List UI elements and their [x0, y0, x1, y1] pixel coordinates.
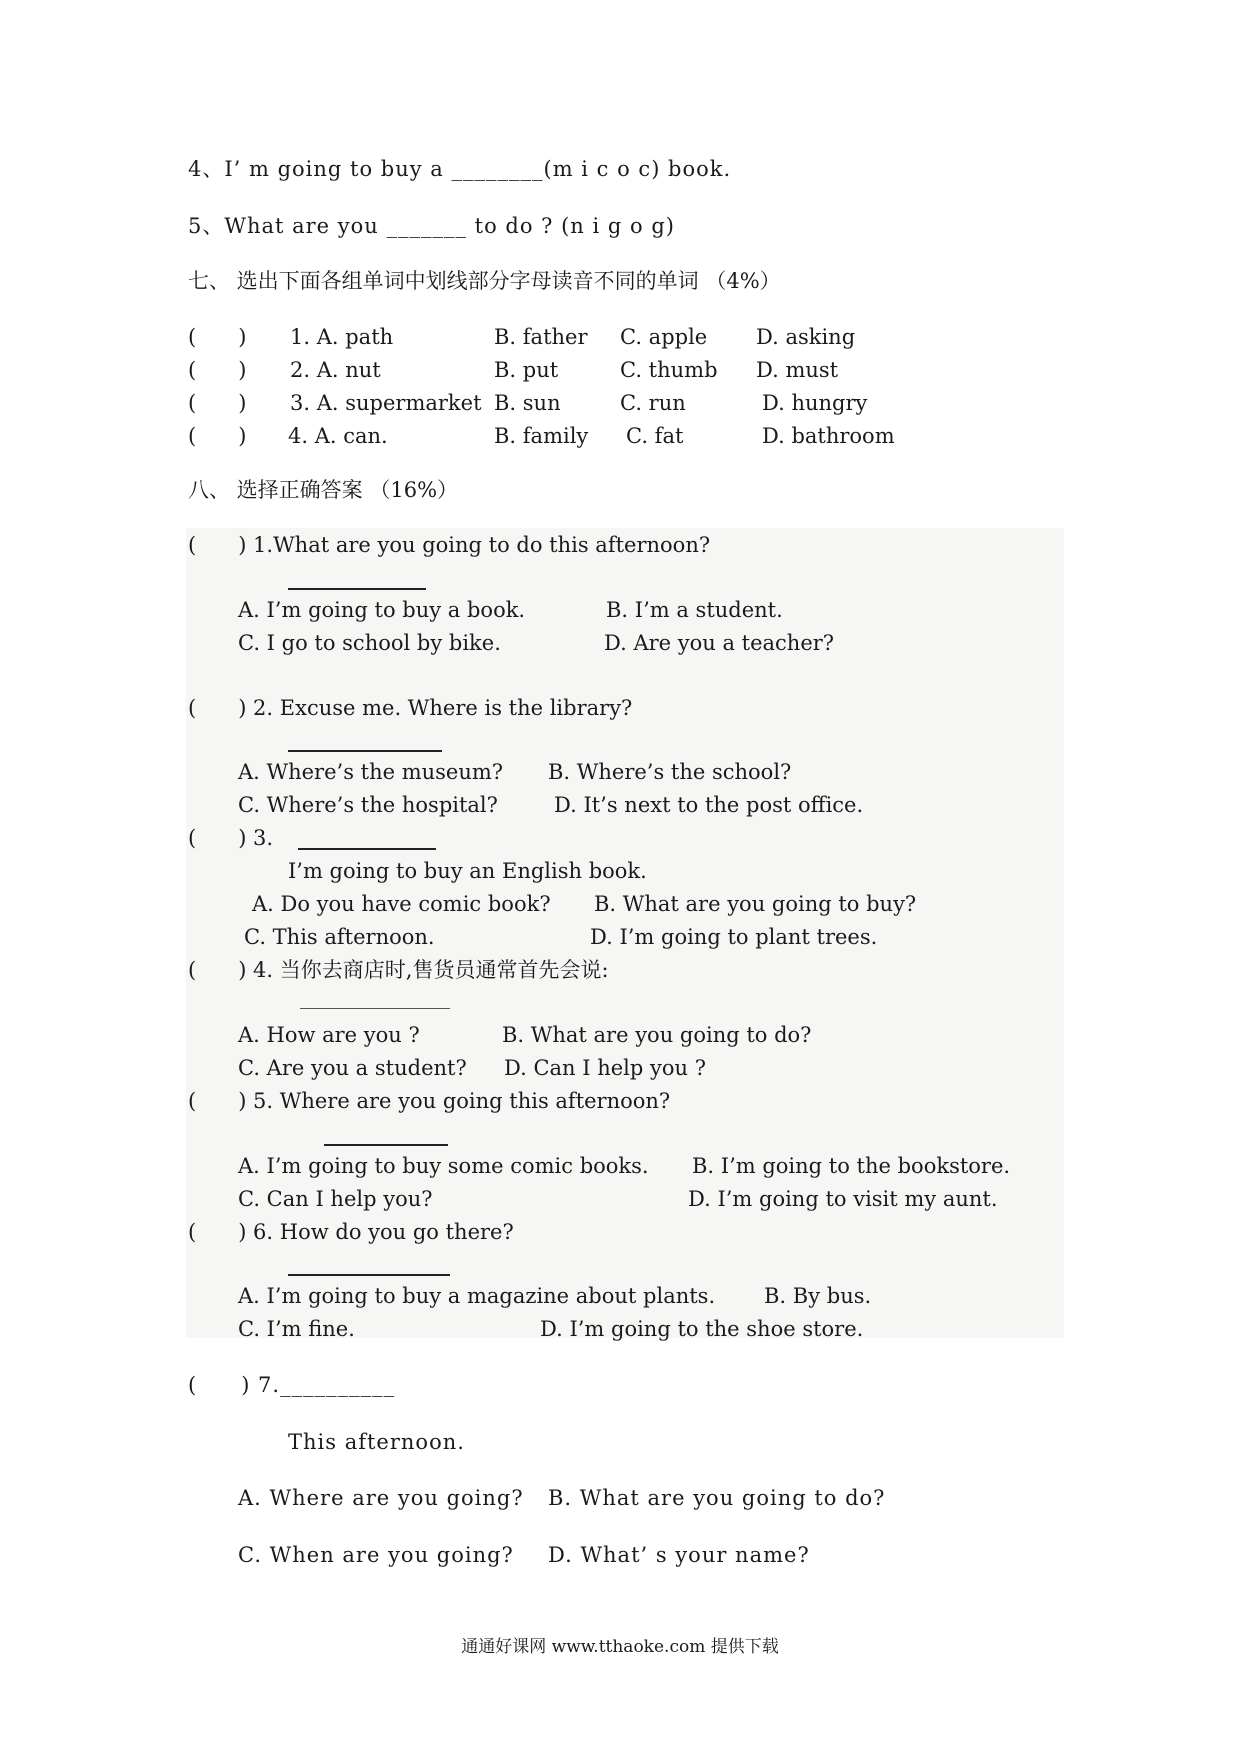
option-c: C. Are you a student? [238, 1056, 467, 1080]
option-b: B. By bus. [764, 1284, 872, 1308]
option-d: D. asking [756, 325, 856, 349]
question-7-stem: ( ) 7.__________ [188, 1373, 396, 1397]
answer-blank [288, 570, 426, 590]
option-d: D. It’s next to the post office. [554, 793, 864, 817]
option-c: C. I’m fine. [238, 1317, 355, 1341]
option-b: B. I’m a student. [606, 598, 783, 622]
option-b: B. sun [494, 391, 561, 415]
option-a: 2. A. nut [290, 358, 381, 382]
option-a: A. Do you have comic book? [252, 892, 551, 916]
given-answer: I’m going to buy an English book. [288, 859, 647, 883]
option-a: A. Where’s the museum? [238, 760, 504, 784]
question-3-stem: ( ) 3. [188, 826, 274, 850]
option-c: C. thumb [620, 358, 718, 382]
question-1-stem: ( ) 1.What are you going to do this afternoon? [188, 533, 711, 557]
fill-item-5: 5、What are you _______ to do ? (n i g o g) [188, 214, 675, 238]
question-5-stem: ( ) 5. Where are you going this afternoon? [188, 1089, 671, 1113]
option-c: C. run [620, 391, 686, 415]
option-a: A. I’m going to buy some comic books. [238, 1154, 649, 1178]
page-footer: 通通好课网 www.tthaoke.com 提供下载 [461, 1637, 779, 1657]
option-d: D. Can I help you ? [504, 1056, 706, 1080]
option-b: B. put [494, 358, 559, 382]
answer-blank [300, 1008, 450, 1009]
answer-blank [288, 1256, 450, 1276]
question-2-stem: ( ) 2. Excuse me. Where is the library? [188, 696, 633, 720]
option-d: D. bathroom [762, 424, 895, 448]
given-answer: This afternoon. [288, 1430, 465, 1454]
answer-blank [298, 830, 436, 850]
option-d: D. I’m going to plant trees. [590, 925, 878, 949]
question-6-stem: ( ) 6. How do you go there? [188, 1220, 514, 1244]
option-c: C. I go to school by bike. [238, 631, 501, 655]
option-b: B. father [494, 325, 588, 349]
answer-paren: ( ) [188, 391, 247, 415]
answer-paren: ( ) [188, 424, 247, 448]
answer-blank [324, 1126, 448, 1146]
option-a: A. Where are you going? [238, 1486, 524, 1510]
option-d: D. Are you a teacher? [604, 631, 835, 655]
answer-paren: ( ) [188, 358, 247, 382]
option-c: C. fat [626, 424, 684, 448]
answer-paren: ( ) [188, 325, 247, 349]
option-c: C. Can I help you? [238, 1187, 433, 1211]
option-d: D. hungry [762, 391, 868, 415]
option-c: C. When are you going? [238, 1543, 514, 1567]
option-b: B. I’m going to the bookstore. [692, 1154, 1011, 1178]
option-b: B. What are you going to do? [502, 1023, 812, 1047]
option-b: B. What are you going to buy? [594, 892, 917, 916]
option-a: 4. A. can. [288, 424, 388, 448]
option-a: A. How are you ? [238, 1023, 420, 1047]
option-d: D. I’m going to visit my aunt. [688, 1187, 998, 1211]
option-d: D. What’ s your name? [548, 1543, 810, 1567]
option-b: B. What are you going to do? [548, 1486, 886, 1510]
option-b: B. Where’s the school? [548, 760, 792, 784]
fill-item-4: 4、I’ m going to buy a ________(m i c o c) book. [188, 157, 732, 181]
answer-blank [288, 732, 442, 752]
option-c: C. Where’s the hospital? [238, 793, 498, 817]
option-c: C. apple [620, 325, 708, 349]
option-c: C. This afternoon. [244, 925, 435, 949]
section7-heading: 七、 选出下面各组单词中划线部分字母读音不同的单词 （4%） [188, 269, 781, 293]
question-4-stem: ( ) 4. 当你去商店时,售货员通常首先会说: [188, 958, 609, 982]
option-d: D. I’m going to the shoe store. [540, 1317, 864, 1341]
option-a: 3. A. supermarket [290, 391, 482, 415]
section8-heading: 八、 选择正确答案 （16%） [188, 478, 459, 502]
option-a: A. I’m going to buy a book. [238, 598, 526, 622]
option-a: A. I’m going to buy a magazine about plants. [238, 1284, 716, 1308]
option-a: 1. A. path [290, 325, 394, 349]
option-b: B. family [494, 424, 589, 448]
option-d: D. must [756, 358, 839, 382]
